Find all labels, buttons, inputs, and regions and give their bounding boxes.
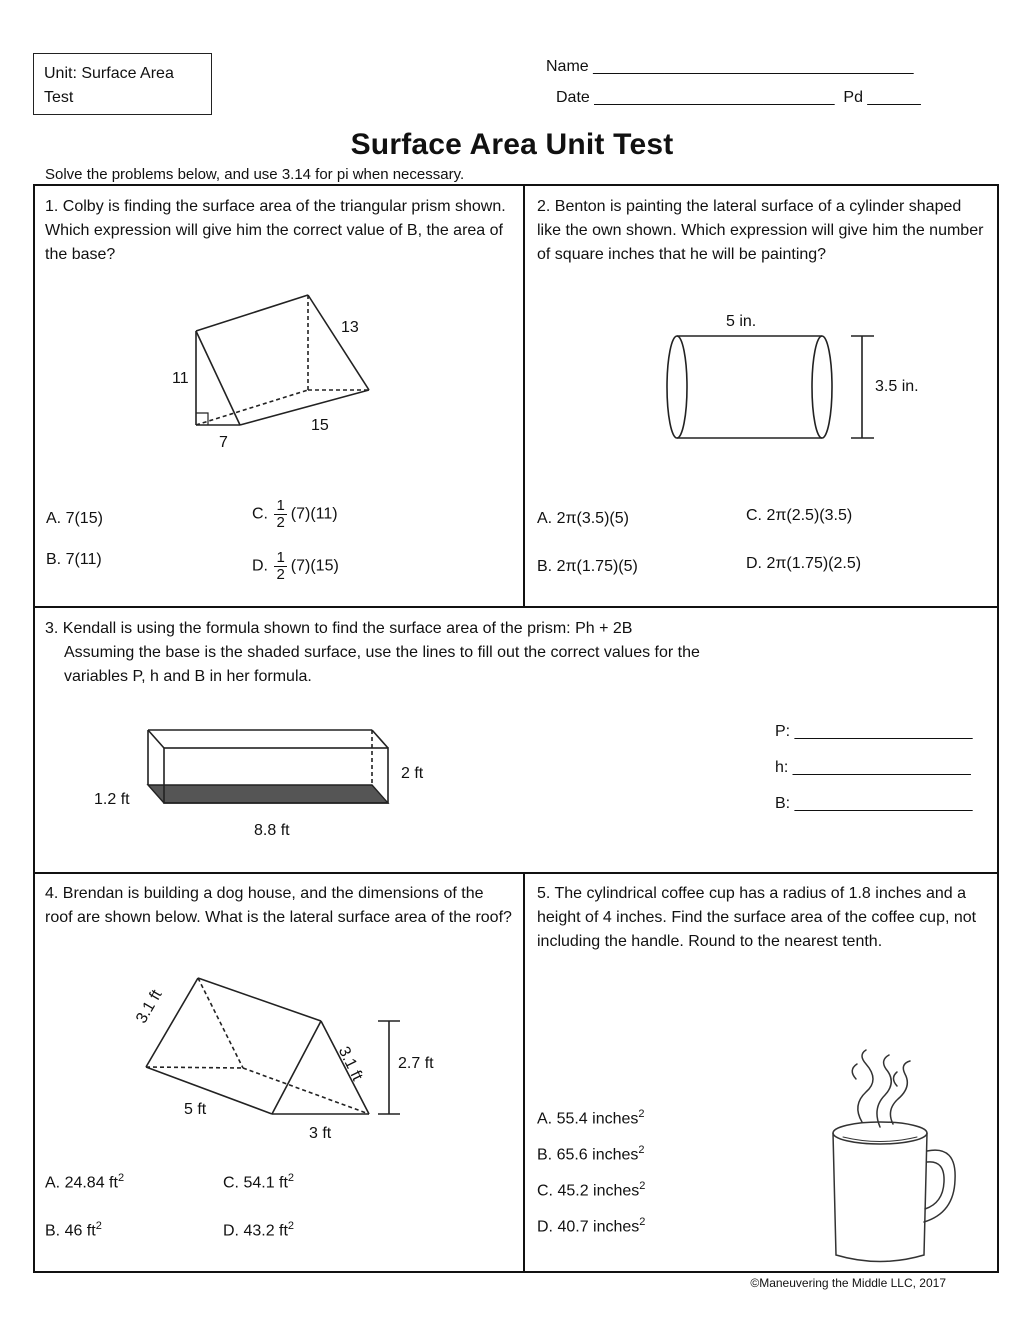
label-cylinder-height: 3.5 in. (875, 378, 919, 395)
copyright-footer: ©Maneuvering the Middle LLC, 2017 (750, 1276, 946, 1290)
exponent: 2 (639, 1180, 646, 1192)
question-3-line-1: 3. Kendall is using the formula shown to find the surface area of the prism: Ph + 2B (45, 620, 633, 637)
q5-choice-c-text: C. 45.2 inches (537, 1182, 640, 1200)
exponent: 2 (639, 1216, 646, 1228)
q2-choice-b[interactable]: B. 2π(1.75)(5) (537, 558, 638, 575)
q2-choice-c[interactable]: C. 2π(2.5)(3.5) (746, 507, 853, 524)
answer-blank-p[interactable]: P: ____________________ (775, 723, 973, 740)
label-rect-prism-height: 2 ft (401, 765, 424, 782)
fraction-denominator: 2 (276, 514, 285, 531)
instructions: Solve the problems below, and use 3.14 for pi when necessary. (45, 166, 465, 183)
question-3-line-3: variables P, h and B in her formula. (64, 668, 312, 685)
exponent: 2 (287, 1172, 295, 1184)
fraction-numerator: 1 (276, 549, 285, 566)
exponent: 2 (117, 1172, 125, 1184)
q1-choice-c-letter: C. (252, 505, 268, 523)
label-roof-height: 2.7 ft (398, 1055, 434, 1072)
q4-choice-c-text: C. 54.1 ft (223, 1174, 288, 1192)
fraction-numerator: 1 (276, 497, 285, 514)
q2-choice-d[interactable]: D. 2π(1.75)(2.5) (746, 555, 862, 572)
name-field[interactable]: Name ____________________________________ (546, 58, 914, 75)
label-roof-slant-left: 3.1 ft (133, 987, 166, 1027)
label-rect-prism-length: 8.8 ft (254, 822, 290, 839)
q5-choice-b-text: B. 65.6 inches (537, 1146, 639, 1164)
label-roof-slant-right: 3.1 ft (334, 1044, 366, 1084)
fraction-denominator: 2 (276, 566, 285, 583)
exponent: 2 (95, 1220, 102, 1232)
label-prism-base: 7 (219, 434, 228, 451)
q4-choice-d-text: D. 43.2 ft (223, 1222, 288, 1240)
exponent: 2 (638, 1108, 645, 1120)
q1-choice-c-expression: (7)(11) (290, 505, 338, 523)
question-1-text: 1. Colby is finding the surface area of the triangular prism shown. Which expression will give him the correct value of B, the area of the base? (45, 198, 506, 263)
q2-choice-a[interactable]: A. 2π(3.5)(5) (537, 510, 629, 527)
label-roof-length: 5 ft (184, 1101, 207, 1118)
label-prism-length: 15 (311, 417, 329, 434)
answer-blank-h[interactable]: h: ____________________ (775, 759, 971, 776)
answer-blank-b[interactable]: B: ____________________ (775, 795, 973, 812)
q1-choice-d-expression: (7)(15) (290, 557, 339, 575)
question-3-line-2: Assuming the base is the shaded surface, use the lines to fill out the correct values for the (64, 644, 700, 661)
question-5-text: 5. The cylindrical coffee cup has a radius of 1.8 inches and a height of 4 inches. Find the surface area of the coffee cup, not including the handle. Round to the nearest tenth. (537, 885, 977, 950)
exponent: 2 (638, 1144, 645, 1156)
label-roof-base: 3 ft (309, 1125, 332, 1142)
page-title: Surface Area Unit Test (350, 128, 674, 161)
label-prism-slant: 13 (341, 319, 359, 336)
date-period-field[interactable]: Date ___________________________ Pd ______ (556, 89, 921, 106)
label-rect-prism-width: 1.2 ft (94, 791, 130, 808)
q4-choice-b-text: B. 46 ft (45, 1222, 96, 1240)
label-prism-height: 11 (172, 370, 189, 387)
unit-box: Unit: Surface Area Test (33, 53, 212, 115)
q5-choice-d-text: D. 40.7 inches (537, 1218, 640, 1236)
question-4-text: 4. Brendan is building a dog house, and the dimensions of the roof are shown below. What is the lateral surface area of the roof? (45, 885, 512, 926)
q4-choice-a-text: A. 24.84 ft (45, 1174, 118, 1192)
q1-choice-a[interactable]: A. 7(15) (46, 510, 103, 527)
question-2-text: 2. Benton is painting the lateral surface of a cylinder shaped like the own shown. Which expression will give him the number of square inches that he will be painting? (537, 198, 984, 263)
q1-choice-d-letter: D. (252, 557, 268, 575)
exponent: 2 (287, 1220, 295, 1232)
q1-choice-b[interactable]: B. 7(11) (46, 551, 102, 568)
q5-choice-a-text: A. 55.4 inches (537, 1110, 639, 1128)
label-cylinder-length: 5 in. (726, 313, 757, 330)
